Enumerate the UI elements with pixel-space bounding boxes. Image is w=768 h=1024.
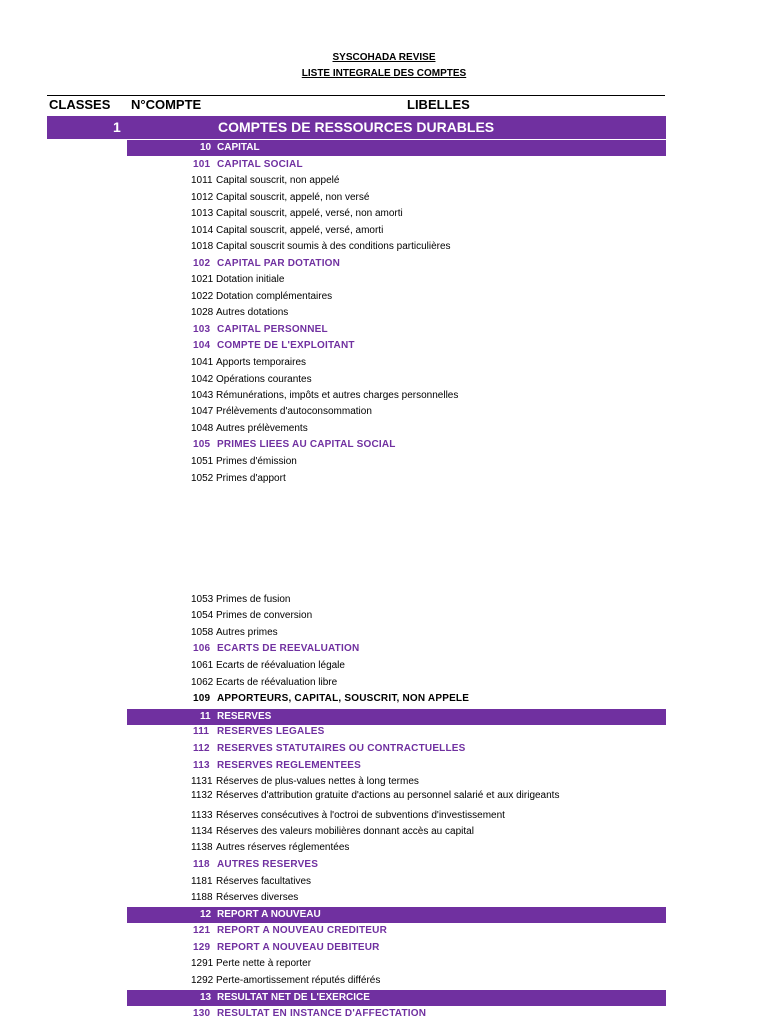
account-code: 1188 xyxy=(191,892,213,903)
account-label: RESERVES REGLEMENTEES xyxy=(217,760,362,771)
sub-account-row xyxy=(0,372,768,388)
account-code: 109 xyxy=(193,693,211,704)
account-code: 1181 xyxy=(191,876,213,887)
account-label: Capital souscrit, appelé, versé, amorti xyxy=(216,225,384,236)
account-code: 113 xyxy=(193,760,210,771)
account-label: Capital souscrit soumis à des conditions particulières xyxy=(216,241,451,252)
sub-account-row xyxy=(0,355,768,371)
account-heading xyxy=(0,641,768,657)
account-code: 13 xyxy=(200,992,212,1003)
account-group-band xyxy=(0,907,768,923)
account-label: Ecarts de réévaluation libre xyxy=(216,677,338,688)
document-title: SYSCOHADA REVISE xyxy=(332,52,436,63)
account-code: 1058 xyxy=(191,627,214,638)
account-code: 103 xyxy=(193,324,211,335)
sub-account-row xyxy=(0,272,768,288)
sub-account-row xyxy=(0,239,768,255)
sub-account-row xyxy=(0,625,768,641)
account-code: 1131 xyxy=(191,776,213,787)
account-label: Autres dotations xyxy=(216,307,289,318)
account-heading xyxy=(0,338,768,354)
sub-account-row xyxy=(0,206,768,222)
account-label: CAPITAL PERSONNEL xyxy=(217,324,328,335)
account-label: CAPITAL xyxy=(217,142,260,153)
account-heading xyxy=(0,256,768,272)
account-code: 1051 xyxy=(191,456,214,467)
account-code: 10 xyxy=(200,142,212,153)
account-label: REPORT A NOUVEAU CREDITEUR xyxy=(217,925,388,936)
account-label: Capital souscrit, appelé, non versé xyxy=(216,192,370,203)
sub-account-row xyxy=(0,388,768,404)
sub-account-row xyxy=(0,973,768,989)
account-label: RESERVES xyxy=(217,711,272,722)
account-code: 1022 xyxy=(191,291,214,302)
account-code: 102 xyxy=(193,258,211,269)
sub-account-row xyxy=(0,223,768,239)
column-header-libelles: LIBELLES xyxy=(407,97,470,112)
account-label: Réserves facultatives xyxy=(216,876,312,887)
account-code: 1132 xyxy=(191,790,213,801)
account-code: 1054 xyxy=(191,610,214,621)
account-code: 1012 xyxy=(191,192,214,203)
account-code: 1053 xyxy=(191,594,214,605)
account-label: Primes de fusion xyxy=(216,594,291,605)
sub-account-row xyxy=(0,788,768,804)
account-label: APPORTEURS, CAPITAL, SOUSCRIT, NON APPELE xyxy=(217,693,470,704)
account-label: REPORT A NOUVEAU DEBITEUR xyxy=(217,942,380,953)
sub-account-row xyxy=(0,608,768,624)
column-header-classes: CLASSES xyxy=(49,97,111,112)
account-label: Réserves d'attribution gratuite d'actions au personnel salarié et aux dirigeants xyxy=(216,790,560,801)
account-label: COMPTE DE L'EXPLOITANT xyxy=(217,340,355,351)
account-code: 1062 xyxy=(191,677,214,688)
account-code: 106 xyxy=(193,643,211,654)
account-heading xyxy=(0,758,768,774)
account-label: Primes d'apport xyxy=(216,473,286,484)
account-label: Réserves de plus-values nettes à long termes xyxy=(216,776,419,787)
account-code: 1133 xyxy=(191,810,213,821)
account-label: Primes d'émission xyxy=(216,456,297,467)
account-label: Autres primes xyxy=(216,627,278,638)
account-code: 104 xyxy=(193,340,211,351)
sub-account-row xyxy=(0,890,768,906)
sub-account-row xyxy=(0,404,768,420)
account-code: 101 xyxy=(193,159,211,170)
account-code: 1061 xyxy=(191,660,214,671)
document-subtitle: LISTE INTEGRALE DES COMPTES xyxy=(301,68,467,79)
account-label: Dotation initiale xyxy=(216,274,285,285)
account-code: 1018 xyxy=(191,241,214,252)
account-code: 12 xyxy=(200,909,212,920)
account-code: 1048 xyxy=(191,423,214,434)
account-group-band xyxy=(0,140,768,156)
account-heading xyxy=(0,691,768,707)
account-label: Ecarts de réévaluation légale xyxy=(216,660,345,671)
account-label: RESERVES STATUTAIRES OU CONTRACTUELLES xyxy=(217,743,466,754)
sub-account-row xyxy=(0,808,768,824)
class-label: COMPTES DE RESSOURCES DURABLES xyxy=(218,119,495,135)
class-number: 1 xyxy=(113,119,121,135)
account-label: Perte nette à reporter xyxy=(216,958,312,969)
account-label: Capital souscrit, non appelé xyxy=(216,175,340,186)
account-label: Dotation complémentaires xyxy=(216,291,333,302)
account-code: 1021 xyxy=(191,274,214,285)
sub-account-row xyxy=(0,173,768,189)
account-label: CAPITAL PAR DOTATION xyxy=(217,258,341,269)
account-code: 1042 xyxy=(191,374,214,385)
account-group-band xyxy=(0,709,768,725)
account-code: 130 xyxy=(193,1008,211,1019)
account-code: 1052 xyxy=(191,473,214,484)
sub-account-row xyxy=(0,289,768,305)
account-label: PRIMES LIEES AU CAPITAL SOCIAL xyxy=(217,439,396,450)
account-label: Apports temporaires xyxy=(216,357,307,368)
sub-account-row xyxy=(0,824,768,840)
account-label: Opérations courantes xyxy=(216,374,312,385)
account-code: 1291 xyxy=(191,958,214,969)
account-heading xyxy=(0,741,768,757)
account-label: ECARTS DE REEVALUATION xyxy=(217,643,360,654)
sub-account-row xyxy=(0,592,768,608)
account-code: 121 xyxy=(193,925,211,936)
account-heading xyxy=(0,157,768,173)
sub-account-row xyxy=(0,454,768,470)
account-label: Prélèvements d'autoconsommation xyxy=(216,406,372,417)
account-code: 118 xyxy=(193,859,210,870)
sub-account-row xyxy=(0,675,768,691)
column-header-compte: N°COMPTE xyxy=(131,97,202,112)
account-code: 1138 xyxy=(191,842,213,853)
account-heading xyxy=(0,940,768,956)
account-code: 111 xyxy=(193,726,210,737)
account-label: RESULTAT EN INSTANCE D'AFFECTATION xyxy=(217,1008,427,1019)
sub-account-row xyxy=(0,190,768,206)
account-heading xyxy=(0,437,768,453)
account-code: 129 xyxy=(193,942,211,953)
account-heading xyxy=(0,923,768,939)
account-code: 1014 xyxy=(191,225,214,236)
account-label: Réserves consécutives à l'octroi de subventions d'investissement xyxy=(216,810,505,821)
account-code: 1028 xyxy=(191,307,214,318)
account-group-band xyxy=(0,990,768,1006)
sub-account-row xyxy=(0,956,768,972)
account-code: 1292 xyxy=(191,975,214,986)
account-label: RESERVES LEGALES xyxy=(217,726,325,737)
account-code: 1011 xyxy=(191,175,213,186)
account-label: RESULTAT NET DE L'EXERCICE xyxy=(217,992,370,1003)
account-label: REPORT A NOUVEAU xyxy=(217,909,321,920)
sub-account-row xyxy=(0,471,768,487)
account-label: Primes de conversion xyxy=(216,610,313,621)
account-label: AUTRES RESERVES xyxy=(217,859,319,870)
account-label: Autres prélèvements xyxy=(216,423,308,434)
account-heading xyxy=(0,1006,768,1022)
account-heading xyxy=(0,857,768,873)
account-heading xyxy=(0,322,768,338)
account-code: 1041 xyxy=(191,357,214,368)
account-heading xyxy=(0,724,768,740)
account-label: Réserves diverses xyxy=(216,892,299,903)
sub-account-row xyxy=(0,305,768,321)
account-code: 1047 xyxy=(191,406,214,417)
account-code: 1043 xyxy=(191,390,214,401)
account-code: 105 xyxy=(193,439,211,450)
account-label: Réserves des valeurs mobilières donnant accès au capital xyxy=(216,826,474,837)
account-label: Autres réserves réglementées xyxy=(216,842,350,853)
account-label: Capital souscrit, appelé, versé, non amorti xyxy=(216,208,403,219)
account-code: 1134 xyxy=(191,826,213,837)
account-code: 1013 xyxy=(191,208,214,219)
sub-account-row xyxy=(0,421,768,437)
account-code: 11 xyxy=(200,711,211,722)
account-label: Rémunérations, impôts et autres charges personnelles xyxy=(216,390,459,401)
sub-account-row xyxy=(0,658,768,674)
account-label: CAPITAL SOCIAL xyxy=(217,159,303,170)
account-label: Perte-amortissement réputés différés xyxy=(216,975,381,986)
sub-account-row xyxy=(0,874,768,890)
sub-account-row xyxy=(0,840,768,856)
account-code: 112 xyxy=(193,743,210,754)
